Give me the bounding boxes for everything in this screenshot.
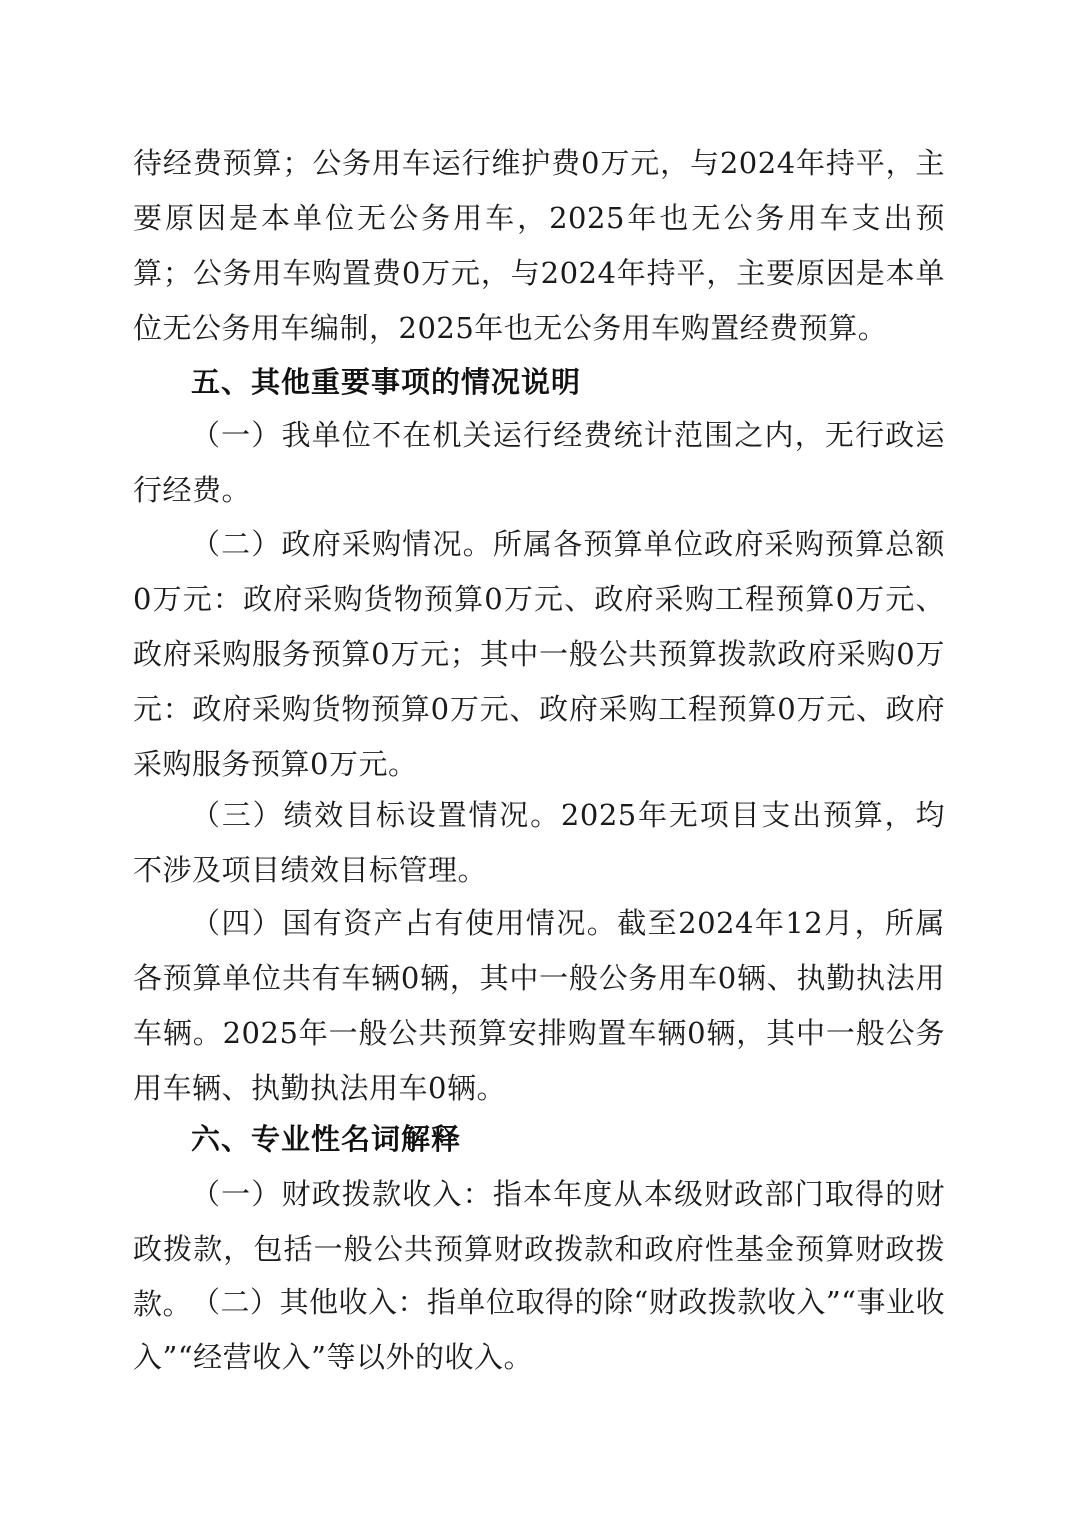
section-5-paragraph-4: （四）国有资产占有使用情况。截至2024年12月，所属各预算单位共有车辆0辆，其中一般公务用车0辆、执勤执法用车辆。2025年一般公共预算安排购置车辆0辆，其中一般公务用车辆、执勤执法用车0辆。 xyxy=(133,906,945,1105)
section-6-paragraph-2: （二）其他收入：指单位取得的除“财政拨款收入”“事业收入”“经营收入”等以外的收入。 xyxy=(133,1285,945,1374)
section-5-paragraph-2: （二）政府采购情况。所属各预算单位政府采购预算总额0万元：政府采购货物预算0万元、政府采购工程预算0万元、政府采购服务预算0万元；其中一般公共预算拨款政府采购0万元：政府采购货物预算0万元、政府采购工程预算0万元、政府采购服务预算0万元。 xyxy=(133,527,945,781)
section-6-paragraph-1: （一）财政拨款收入：指本年度从本级财政部门取得的财政拨款，包括一般公共预算财政拨款和政府性基金预算财政拨款。 xyxy=(133,1177,945,1321)
section-5-paragraph-1: （一）我单位不在机关运行经费统计范围之内，无行政运行经费。 xyxy=(133,418,945,507)
section-6-heading: 六、专业性名词解释 xyxy=(191,1122,462,1156)
section-5-heading: 五、其他重要事项的情况说明 xyxy=(191,365,582,399)
section-5-paragraph-3: （三）绩效目标设置情况。2025年无项目支出预算，均不涉及项目绩效目标管理。 xyxy=(133,798,945,887)
continuation-paragraph: 待经费预算；公务用车运行维护费0万元，与2024年持平，主要原因是本单位无公务用车，2025年也无公务用车支出预算；公务用车购置费0万元，与2024年持平，主要原因是本单位无公务用车编制，2025年也无公务用车购置经费预算。 xyxy=(133,146,945,345)
